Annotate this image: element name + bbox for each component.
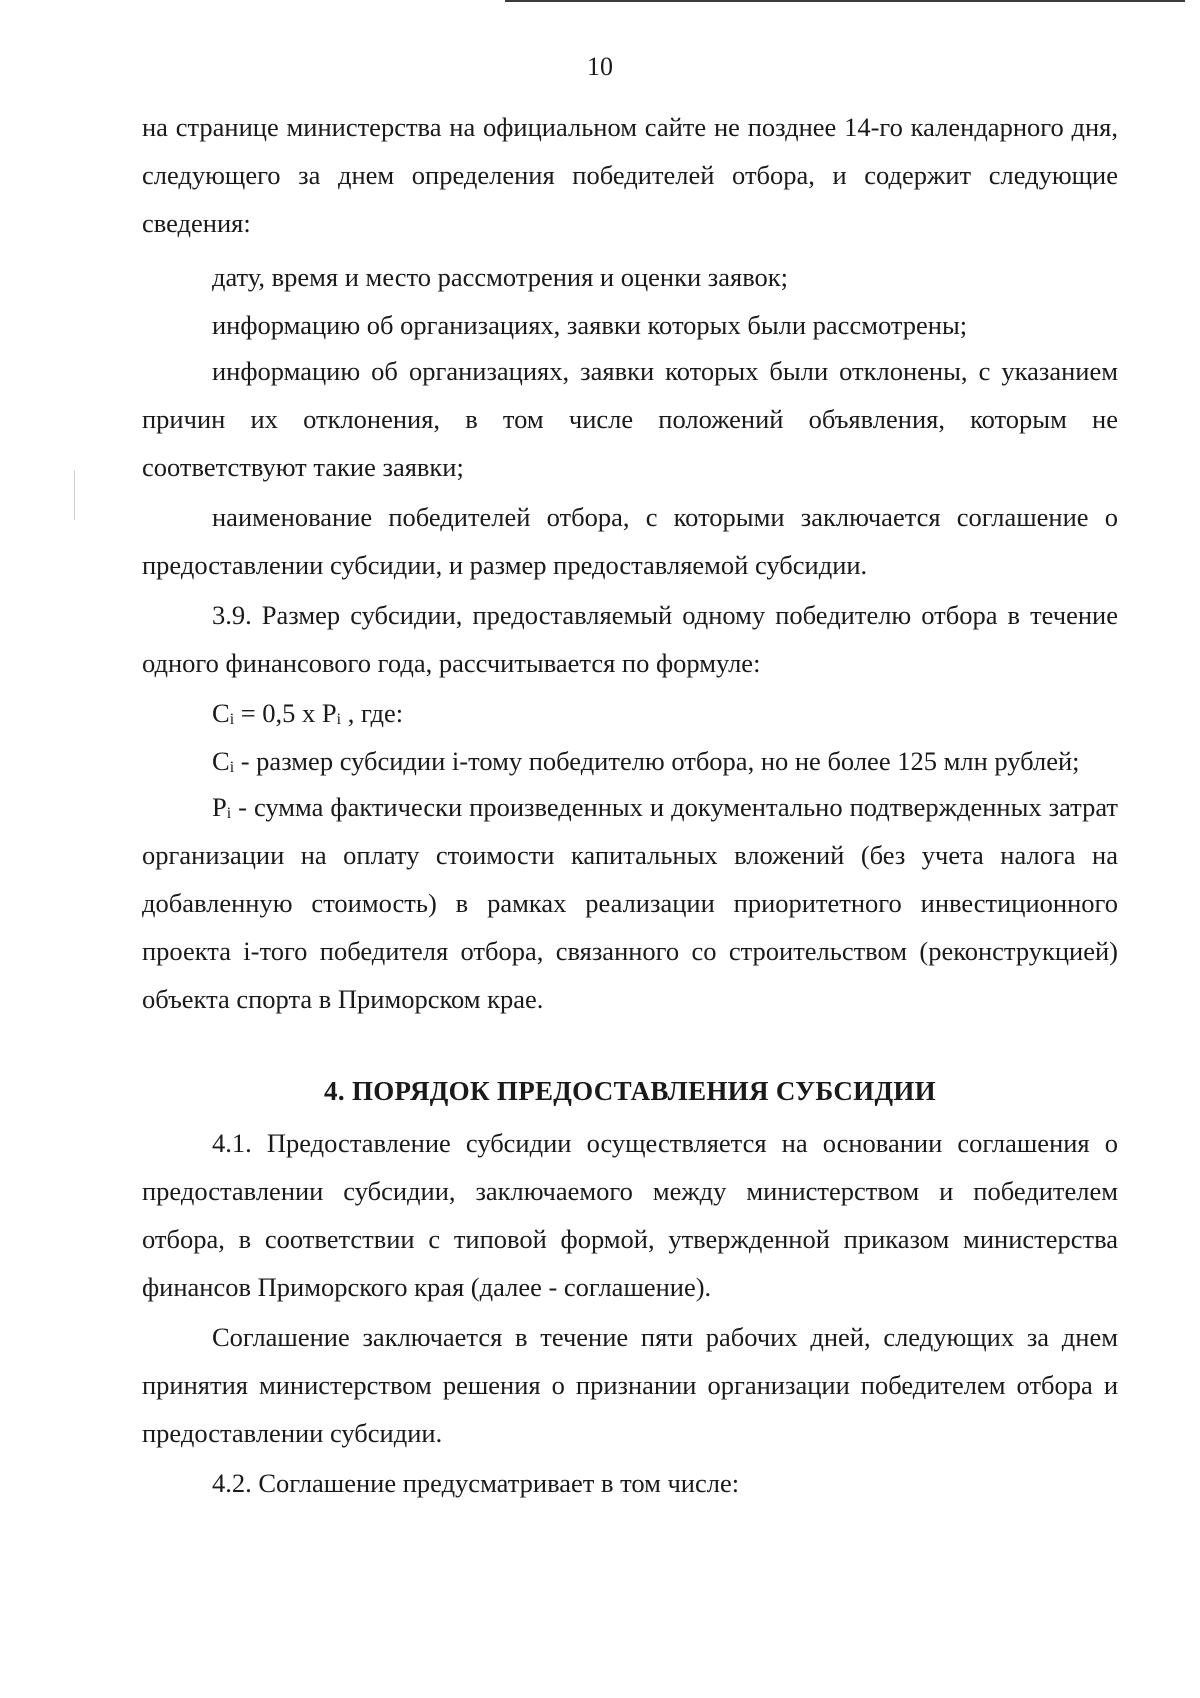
paragraph-4-2: 4.2. Соглашение предусматривает в том числе: — [212, 1468, 740, 1498]
scan-margin-mark — [74, 470, 75, 520]
paragraph-reviewed-orgs: информацию об организациях, заявки которых были рассмотрены; — [212, 310, 968, 340]
paragraph-3-9: 3.9. Размер субсидии, предоставляемый одному победителю отбора в течение одного финансового года, рассчитывается по формуле: — [142, 600, 1118, 678]
definition-c: $C_i$ - размер субсидии i-тому победителю отбора, но не более 125 млн рублей; — [212, 746, 1080, 776]
paragraph-4-1: 4.1. Предоставление субсидии осуществляется на основании соглашения о предоставлении субсидии, заключаемого между министерством и победителем отбора, в соответствии с типовой формой, утвержденной приказом министерства финансов Приморского края (далее - соглашение). — [142, 1128, 1118, 1302]
paragraph-agreement-term: Соглашение заключается в течение пяти рабочих дней, следующих за днем принятия министерством решения о признании организации победителем отбора и предоставлении субсидии. — [142, 1322, 1118, 1448]
top-rule — [505, 0, 1185, 2]
paragraph-continuation: на странице министерства на официальном сайте не позднее 14-го календарного дня, следующего за днем определения победителей отбора, и содержит следующие сведения: — [142, 112, 1118, 238]
document-body — [142, 103, 1118, 1507]
subsidy-formula: $C_i = 0,5$ x $P_i$ , где: — [212, 698, 404, 728]
section-heading: 4. ПОРЯДОК ПРЕДОСТАВЛЕНИЯ СУБСИДИИ — [324, 1076, 936, 1106]
paragraph-date-time-place: дату, время и место рассмотрения и оценки заявок; — [212, 262, 789, 292]
definition-p: $P_i$ - сумма фактически произведенных и документально подтвержденных затрат организации на оплату стоимости капитальных вложений (без учета налога на добавленную стоимость) в рамках реализации приоритетного инвестиционного проекта i-того победителя отбора, связанного со строительством (реконструкцией) объекта спорта в Приморском крае. — [142, 792, 1118, 1014]
page-number: 10 — [587, 52, 613, 81]
paragraph-winners: наименование победителей отбора, с которыми заключается соглашение о предоставлении субсидии, и размер предоставляемой субсидии. — [142, 502, 1118, 580]
paragraph-rejected-orgs: информацию об организациях, заявки которых были отклонены, с указанием причин их отклонения, в том числе положений объявления, которым не соответствуют такие заявки; — [142, 356, 1118, 482]
